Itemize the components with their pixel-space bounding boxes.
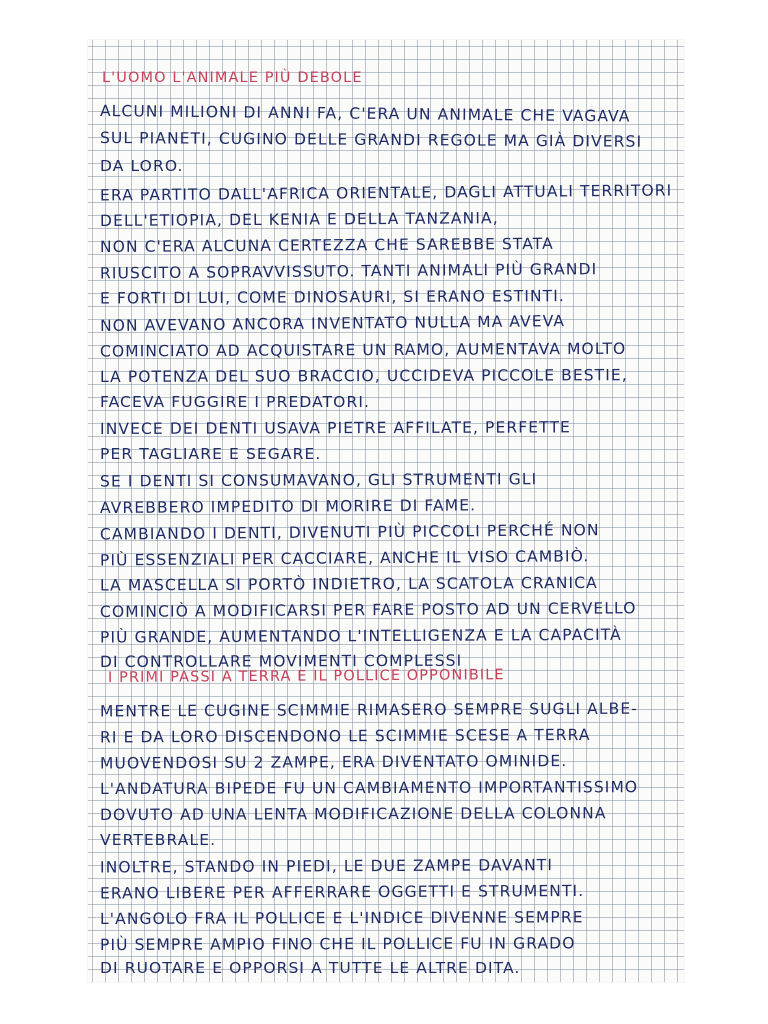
text-line: NON AVEVANO ANCORA INVENTATO NULLA MA AVEVA — [99, 312, 566, 336]
text-line: DOVUTO AD UNA LENTA MODIFICAZIONE DELLA COLONNA — [99, 804, 607, 825]
text-line: PER TAGLIARE E SEGARE. — [100, 445, 322, 463]
text-line: AVREBBERO IMPEDITO DI MORIRE DI FAME. — [99, 496, 477, 518]
text-line: SUL PIANETI, CUGINO DELLE GRANDI REGOLE MA GIÀ DIVERSI — [99, 128, 643, 151]
text-line: ERA PARTITO DALL'AFRICA ORIENTALE, DAGLI ATTUALI TERRITORI — [99, 181, 673, 205]
text-line: ERANO LIBERE PER AFFERRARE OGGETTI E STRUMENTI. — [99, 881, 585, 903]
text-line: MENTRE LE CUGINE SCIMMIE RIMASERO SEMPRE SUGLI ALBE- — [99, 699, 638, 721]
text-line: NON C'ERA ALCUNA CERTEZZA CHE SAREBBE STATA — [99, 234, 554, 257]
notebook-page — [88, 40, 684, 982]
text-line: DELL'ETIOPIA, DEL KENIA E DELLA TANZANIA, — [99, 209, 499, 231]
text-line: FACEVA FUGGIRE I PREDATORI. — [100, 393, 371, 411]
text-line: PIÙ SEMPRE AMPIO FINO CHE IL POLLICE FU IN GRADO — [99, 934, 576, 955]
page-title: L'UOMO L'ANIMALE PIÙ DEBOLE — [102, 70, 363, 86]
text-line: PIÙ GRANDE, AUMENTANDO L'INTELLIGENZA E LA CAPACITÀ — [99, 625, 622, 647]
text-line: E FORTI DI LUI, COME DINOSAURI, SI ERANO ESTINTI. — [99, 287, 565, 308]
section-heading: I PRIMI PASSI A TERRA E IL POLLICE OPPONIBILE — [107, 667, 505, 686]
text-line: VERTEBRALE. — [100, 831, 217, 849]
text-line: L'ANGOLO FRA IL POLLICE E L'INDICE DIVENNE SEMPRE — [99, 908, 584, 929]
text-line: SE I DENTI SI CONSUMAVANO, GLI STRUMENTI GLI — [99, 470, 538, 491]
text-line: DA LORO. — [100, 157, 184, 175]
text-line: MUOVENDOSI SU 2 ZAMPE, ERA DIVENTATO OMINIDE. — [99, 752, 568, 773]
text-line: LA MASCELLA SI PORTÒ INDIETRO, LA SCATOLA CRANICA — [99, 573, 598, 595]
text-line: DI RUOTARE E OPPORSI A TUTTE LE ALTRE DITA. — [100, 959, 521, 977]
text-line: LA POTENZA DEL SUO BRACCIO, UCCIDEVA PICCOLE BESTIE, — [99, 366, 628, 387]
text-line: RIUSCITO A SOPRAVVISSUTO. TANTI ANIMALI PIÙ GRANDI — [99, 260, 598, 283]
text-line: INOLTRE, STANDO IN PIEDI, LE DUE ZAMPE DAVANTI — [99, 856, 554, 877]
text-line: RI E DA LORO DISCENDONO LE SCIMMIE SCESE A TERRA — [99, 725, 591, 747]
text-line: CAMBIANDO I DENTI, DIVENUTI PIÙ PICCOLI PERCHÉ NON — [99, 521, 600, 544]
text-line: DI CONTROLLARE MOVIMENTI COMPLESSI — [99, 651, 463, 672]
text-line: INVECE DEI DENTI USAVA PIETRE AFFILATE, PERFETTE — [99, 418, 571, 439]
text-line: COMINCIATO AD ACQUISTARE UN RAMO, AUMENTAVA MOLTO — [99, 339, 627, 361]
text-line: ALCUNI MILIONI DI ANNI FA, C'ERA UN ANIMALE CHE VAGAVA — [99, 101, 631, 126]
text-line: L'ANDATURA BIPEDE FU UN CAMBIAMENTO IMPORTANTISSIMO — [99, 778, 639, 799]
text-line: PIÙ ESSENZIALI PER CACCIARE, ANCHE IL VISO CAMBIÒ. — [99, 547, 590, 570]
text-line: COMINCIÒ A MODIFICARSI PER FARE POSTO AD UN CERVELLO — [99, 599, 637, 622]
